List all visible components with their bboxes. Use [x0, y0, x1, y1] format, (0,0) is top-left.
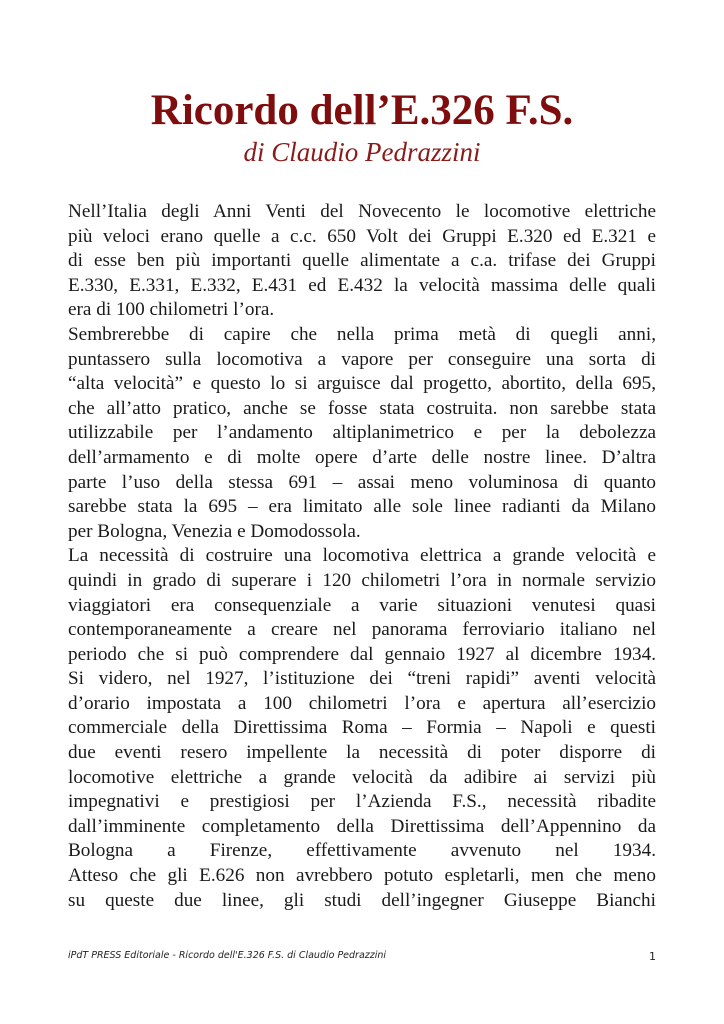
- text-line: di esse ben più importanti quelle alimentate a c.a. trifase dei Gruppi: [68, 250, 656, 272]
- text-line: più veloci erano quelle a c.c. 650 Volt dei Gruppi E.320 ed E.321 e: [68, 225, 656, 247]
- text-line: utilizzabile per l’andamento altiplanimetrico e per la debolezza: [68, 422, 656, 444]
- text-line: Atteso che gli E.626 non avrebbero potuto espletarli, men che meno: [68, 865, 656, 887]
- text-line: dall’imminente completamento della Direttissima dell’Appennino da: [68, 815, 656, 837]
- footer-text: iPdT PRESS Editoriale - Ricordo dell'E.326 F.S. di Claudio Pedrazzini: [68, 950, 387, 961]
- paragraph: [68, 544, 656, 913]
- page-footer: [68, 950, 656, 961]
- text-line: Sembrerebbe di capire che nella prima metà di quegli anni,: [68, 323, 656, 345]
- text-line: Nell’Italia degli Anni Venti del Novecento le locomotive elettriche: [68, 201, 656, 222]
- text-line: che all’atto pratico, anche se fosse stata costruita. non sarebbe stata: [68, 397, 656, 419]
- text-line: E.330, E.331, E.332, E.431 ed E.432 la velocità massima delle quali: [68, 274, 656, 296]
- text-line: su queste due linee, gli studi dell’ingegner Giuseppe Bianchi: [68, 889, 656, 911]
- text-line: per Bologna, Venezia e Domodossola.: [68, 520, 361, 542]
- text-line: contemporaneamente a creare nel panorama ferroviario italiano nel: [68, 619, 656, 641]
- paragraph: [68, 323, 656, 544]
- text-line: parte l’uso della stessa 691 – assai meno voluminosa di quanto: [68, 471, 656, 493]
- text-line: Si videro, nel 1927, l’istituzione dei “treni rapidi” aventi velocità: [68, 668, 656, 690]
- text-line: era di 100 chilometri l’ora.: [68, 299, 275, 321]
- text-line: La necessità di costruire una locomotiva elettrica a grande velocità e: [68, 545, 656, 567]
- document-body: [68, 200, 656, 913]
- page-number: 1: [649, 950, 656, 963]
- text-line: impegnativi e prestigiosi per l’Azienda F.S., necessità ribadite: [68, 791, 656, 813]
- paragraph: [68, 200, 656, 323]
- text-line: d’orario impostata a 100 chilometri l’ora e apertura all’esercizio: [68, 692, 656, 714]
- text-line: puntassero sulla locomotiva a vapore per conseguire una sorta di: [68, 348, 656, 370]
- text-line: dell’armamento e di molte opere d’arte delle nostre linee. D’altra: [68, 446, 656, 468]
- text-line: sarebbe stata la 695 – era limitato alle sole linee radianti da Milano: [68, 496, 656, 518]
- text-line: commerciale della Direttissima Roma – Formia – Napoli e questi: [68, 717, 656, 739]
- document-author: di Claudio Pedrazzini: [243, 137, 481, 167]
- text-line: “alta velocità” e questo lo si arguisce dal progetto, abortito, della 695,: [68, 373, 656, 395]
- text-line: due eventi resero impellente la necessità di poter disporre di: [68, 742, 656, 764]
- text-line: Bologna a Firenze, effettivamente avvenuto nel 1934.: [68, 840, 656, 862]
- text-line: periodo che si può comprendere dal gennaio 1927 al dicembre 1934.: [68, 643, 656, 665]
- document-title: Ricordo dell’E.326 F.S.: [150, 87, 574, 134]
- text-line: locomotive elettriche a grande velocità da adibire ai servizi più: [68, 766, 656, 788]
- text-line: viaggiatori era consequenziale a varie situazioni venutesi quasi: [68, 594, 656, 616]
- text-line: quindi in grado di superare i 120 chilometri l’ora in normale servizio: [68, 569, 656, 591]
